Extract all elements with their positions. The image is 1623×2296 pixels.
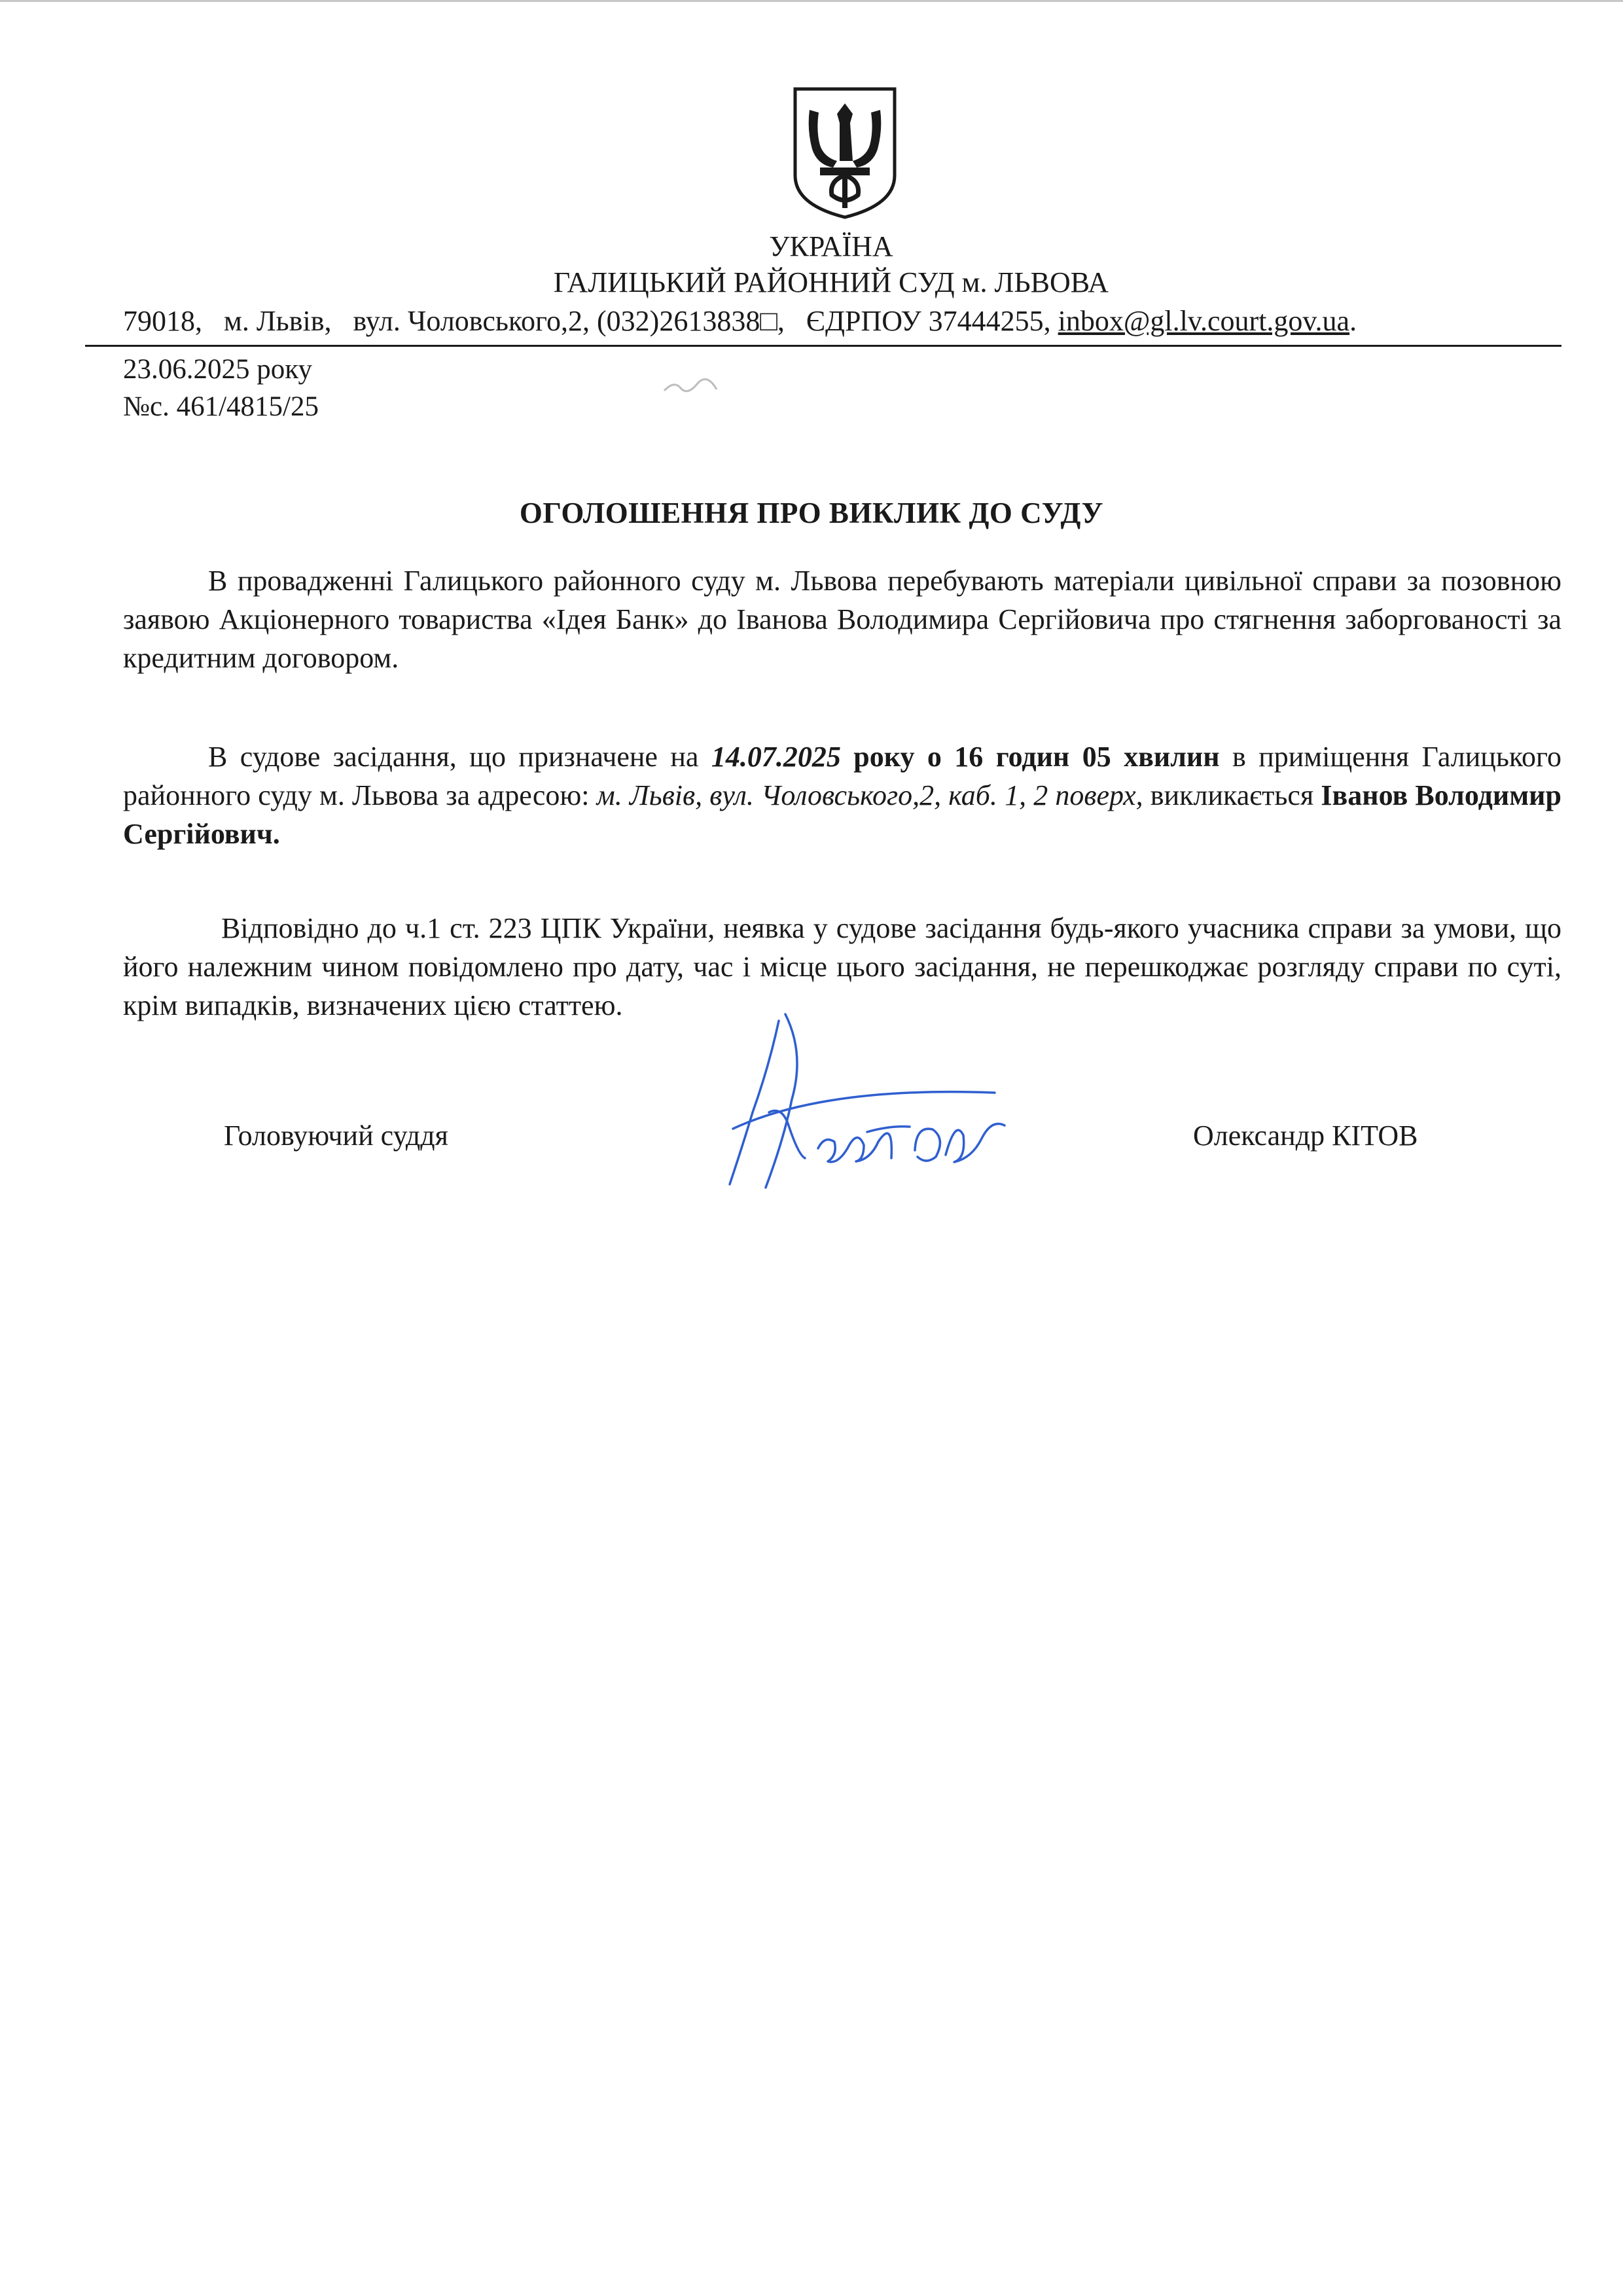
scan-speck xyxy=(661,376,720,395)
city: м. Львів, xyxy=(224,305,332,337)
paragraph-legal-notice: Відповідно до ч.1 ст. 223 ЦПК України, неявка у судове засідання будь-якого учасника справи за умови, що його належним чином повідомлено про дату, час і місце цього засідання, не перешкоджає розгляду справи по суті, крім випадків, визначених цією статтею. xyxy=(123,912,1561,1021)
edrpou: ЄДРПОУ 37444255, xyxy=(806,305,1051,337)
phone: (032)2613838□, xyxy=(597,305,785,337)
case-number: №с. 461/4815/25 xyxy=(123,391,319,422)
judge-name: Олександр КІТОВ xyxy=(1193,1120,1418,1152)
summons-called: викликається xyxy=(1143,779,1321,811)
country-heading: УКРАЇНА xyxy=(769,230,893,262)
judge-role: Головуючий суддя xyxy=(224,1120,448,1152)
hearing-address: м. Львів, вул. Чоловського,2, каб. 1, 2 поверх, xyxy=(596,779,1143,811)
summons-intro: В судове засідання, що призначене на xyxy=(208,741,711,773)
coat-of-arms-trident-icon xyxy=(790,84,900,221)
hearing-time: року о 16 годин 05 хвилин xyxy=(840,741,1220,773)
summoned-person: Іванов Володимир Сергійович. xyxy=(123,779,1562,850)
email-trail: . xyxy=(1349,305,1357,337)
hearing-date: 14.07.2025 xyxy=(711,741,841,773)
paragraph-hearing-summons xyxy=(123,737,1561,853)
court-name-heading: ГАЛИЦЬКИЙ РАЙОННИЙ СУД м. ЛЬВОВА xyxy=(553,266,1109,298)
email-link[interactable]: inbox@gl.lv.court.gov.ua xyxy=(1058,305,1350,337)
document-date: 23.06.2025 року xyxy=(123,354,313,385)
court-address-line xyxy=(123,307,1357,336)
scan-edge xyxy=(0,0,1623,2)
street: вул. Чоловського,2, xyxy=(353,305,590,337)
paragraph-case-materials: В провадженні Галицького районного суду м. Львова перебувають матеріали цивільної справи за позовною заявою Акціонерного товариства «Ідея Банк» до Іванова Володимира Сергійовича про стягнення заборгованості за кредитним договором. xyxy=(123,565,1561,674)
postcode: 79018, xyxy=(123,305,202,337)
header-rule xyxy=(85,345,1561,347)
document-title: ОГОЛОШЕННЯ ПРО ВИКЛИК ДО СУДУ xyxy=(519,497,1104,529)
summons-mid: в приміщення Галицького районного суду м. Львова за адресою: xyxy=(123,741,1561,811)
handwritten-signature xyxy=(707,1008,1047,1204)
